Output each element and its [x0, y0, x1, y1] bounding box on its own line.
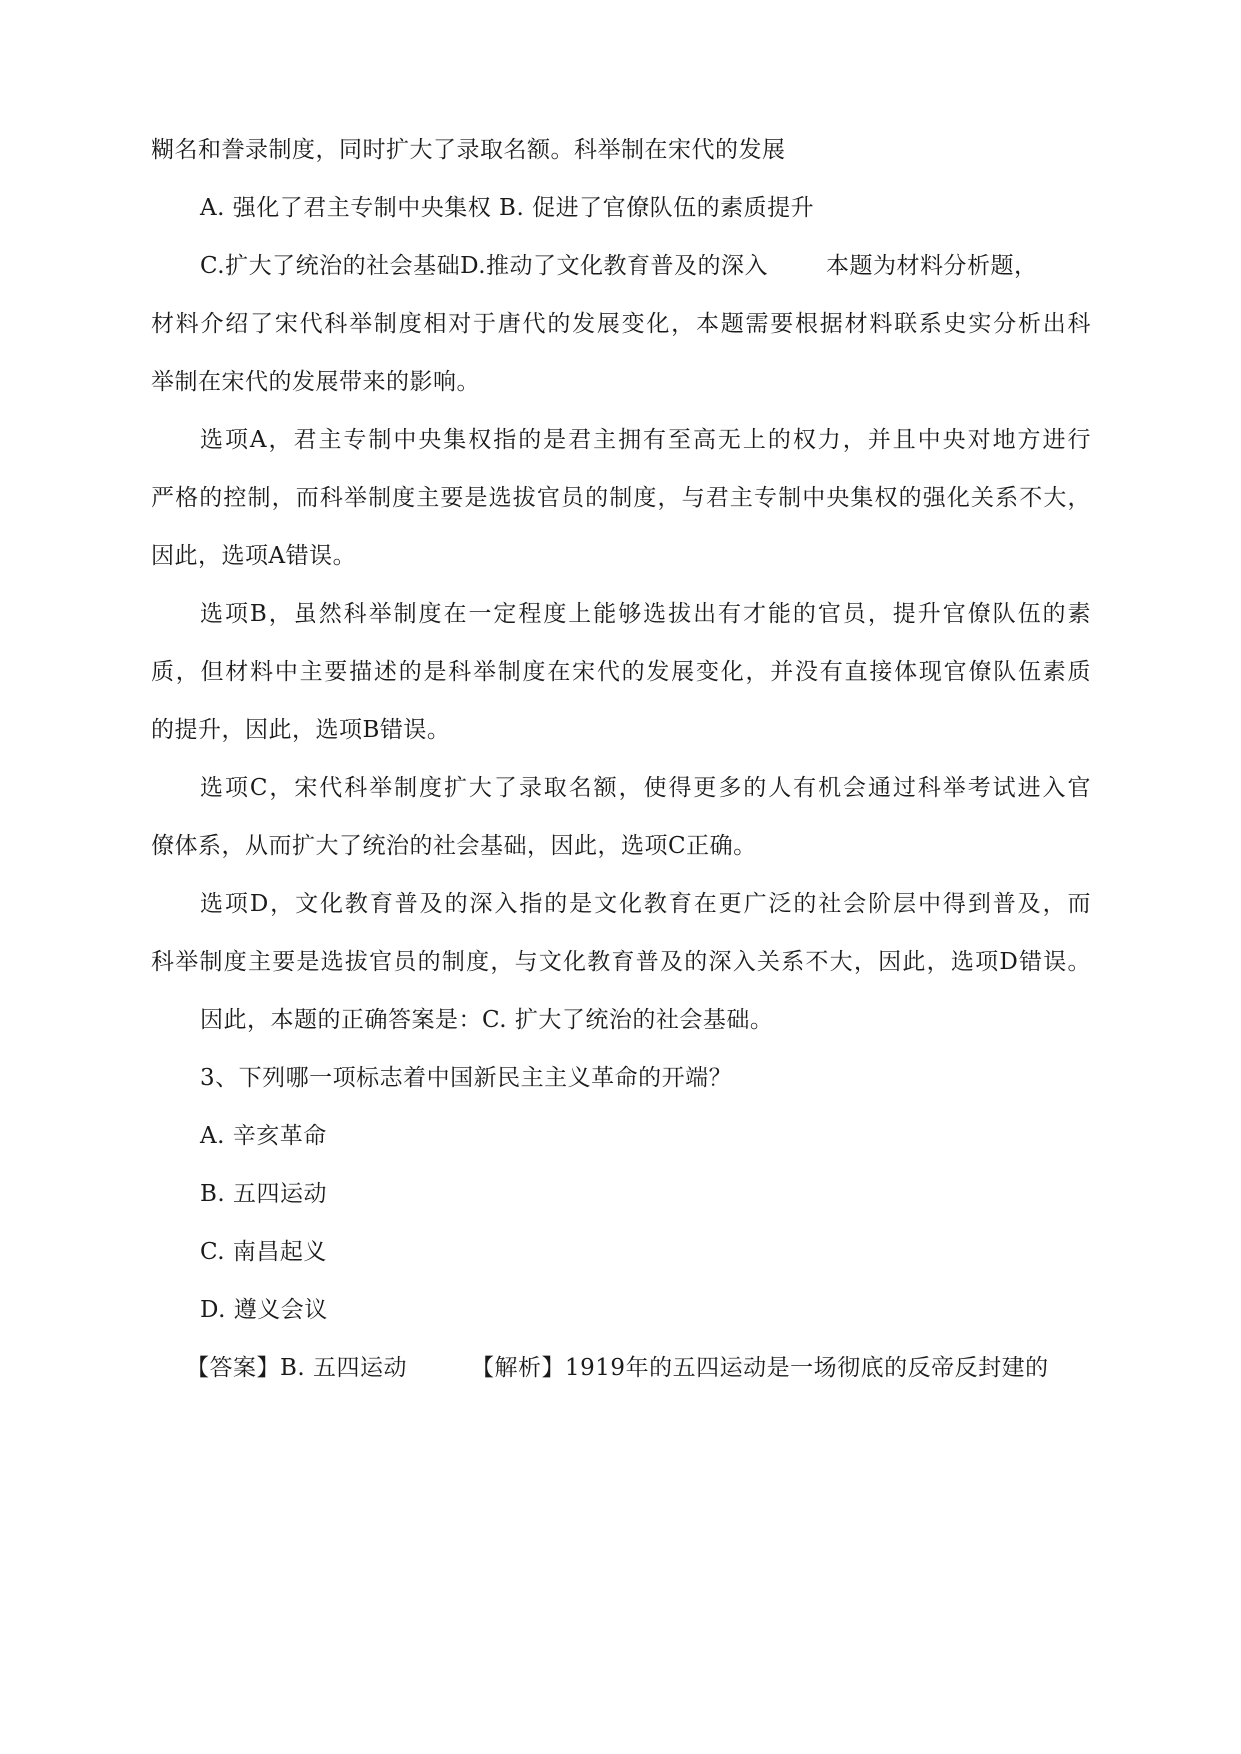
question-3-option-d: D. 遵义会议: [200, 1297, 328, 1323]
analysis-a-line: 选项A，君主专制中央集权指的是君主拥有至高无上的权力，并且中央对地方进行: [200, 427, 1091, 453]
option-line: [200, 251, 1091, 281]
question-3: 3、下列哪一项标志着中国新民主主义革命的开端？: [200, 1065, 733, 1091]
analysis-label: 【解析】1919年的五四运动是一场彻底的反帝反封建的: [471, 1355, 1049, 1381]
paragraph-line: 举制在宋代的发展带来的影响。: [151, 369, 480, 395]
analysis-b-line: 质，但材料中主要描述的是科举制度在宋代的发展变化，并没有直接体现官僚队伍素质: [151, 659, 1091, 685]
answer-summary: 因此，本题的正确答案是：C. 扩大了统治的社会基础。: [200, 1007, 774, 1033]
analysis-c-line: 选项C，宋代科举制度扩大了录取名额，使得更多的人有机会通过科举考试进入官: [200, 775, 1091, 801]
option-line: A. 强化了君主专制中央集权 B. 促进了官僚队伍的素质提升: [200, 195, 815, 221]
analysis-a-line: 严格的控制，而科举制度主要是选拔官员的制度，与君主专制中央集权的强化关系不大，: [151, 485, 1091, 511]
paragraph-line: 材料介绍了宋代科举制度相对于唐代的发展变化，本题需要根据材料联系史实分析出科: [151, 311, 1091, 337]
analysis-b-line: 选项B，虽然科举制度在一定程度上能够选拔出有才能的官员，提升官僚队伍的素: [200, 601, 1091, 627]
paragraph-line: 糊名和誊录制度，同时扩大了录取名额。科举制在宋代的发展: [151, 137, 786, 163]
analysis-c-line: 僚体系，从而扩大了统治的社会基础，因此，选项C正确。: [151, 833, 757, 859]
analysis-b-line: 的提升，因此，选项B错误。: [151, 717, 451, 743]
analysis-intro: 本题为材料分析题，: [826, 253, 1038, 279]
answer-line: [186, 1353, 1091, 1383]
analysis-d-line: 选项D，文化教育普及的深入指的是文化教育在更广泛的社会阶层中得到普及，而: [200, 891, 1091, 917]
options-cd: C.扩大了统治的社会基础D.推动了文化教育普及的深入: [200, 253, 769, 279]
question-3-option-b: B. 五四运动: [200, 1181, 328, 1207]
question-3-option-a: A. 辛亥革命: [200, 1123, 327, 1149]
analysis-a-line: 因此，选项A错误。: [151, 543, 357, 569]
analysis-d-line: 科举制度主要是选拔官员的制度，与文化教育普及的深入关系不大，因此，选项D错误。: [151, 949, 1091, 975]
question-3-option-c: C. 南昌起义: [200, 1239, 327, 1265]
answer-label: 【答案】B. 五四运动: [186, 1355, 408, 1381]
